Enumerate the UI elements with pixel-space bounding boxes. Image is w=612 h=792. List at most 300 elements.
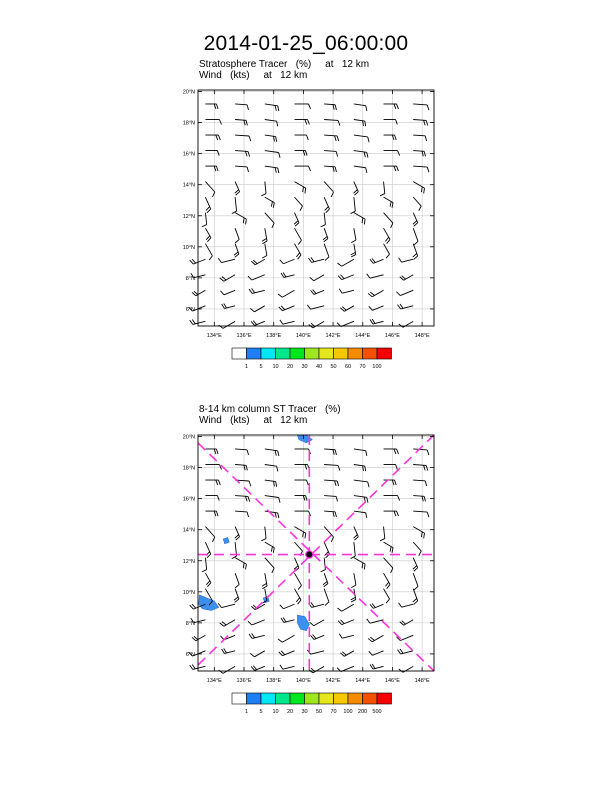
wind-barb-shaft — [235, 151, 248, 152]
wind-barb-shaft — [294, 197, 302, 206]
panel2-chart — [0, 425, 612, 725]
wind-barb — [202, 558, 207, 572]
wind-barb-feather — [278, 106, 279, 111]
wind-barb-shaft — [342, 604, 354, 611]
wind-barb-shaft — [223, 666, 235, 673]
wind-barb-feather — [398, 305, 401, 309]
wind-barb-shaft — [205, 244, 212, 256]
wind-barb-shaft — [235, 120, 246, 121]
x-tick-label: 134°E — [206, 678, 222, 684]
wind-barb-shaft — [413, 104, 427, 105]
wind-barb-feather — [335, 450, 336, 455]
wind-barb-feather — [296, 253, 299, 257]
wind-barb-feather — [216, 511, 218, 516]
wind-barb — [413, 197, 421, 211]
wind-barb — [261, 527, 266, 541]
wind-barb — [340, 651, 353, 657]
wind-barb-shaft — [324, 496, 336, 497]
wind-barb-feather — [321, 570, 326, 572]
wind-barb — [205, 120, 221, 125]
wind-barb-shaft — [282, 651, 294, 656]
tracer-patch — [223, 537, 229, 543]
y-tick-label: 8°N — [185, 620, 195, 627]
wind-barb-feather — [337, 481, 339, 486]
wind-barb-shaft — [413, 197, 421, 206]
wind-barb-shaft — [294, 589, 301, 600]
wind-barb-feather — [380, 539, 385, 541]
colorbar-box — [319, 348, 334, 359]
wind-barb — [324, 135, 339, 141]
wind-barb-shaft — [354, 449, 366, 451]
wind-barb-feather — [252, 633, 255, 637]
y-tick-label: 16°N — [182, 496, 195, 503]
wind-barb — [234, 244, 239, 258]
wind-barb — [294, 228, 301, 244]
panel1-title-line1: Stratosphere Tracer (%) at 12 km — [199, 59, 370, 70]
colorbar-box — [232, 348, 247, 359]
wind-barb — [311, 635, 325, 640]
wind-barb-feather — [202, 570, 207, 572]
wind-barb-feather — [261, 194, 266, 196]
wind-barb-shaft — [354, 542, 355, 556]
wind-barb-feather — [427, 105, 429, 110]
y-tick-label: 18°N — [182, 465, 195, 472]
wind-barb — [351, 197, 356, 214]
wind-barb-feather — [249, 289, 252, 293]
wind-barb — [384, 244, 390, 258]
wind-barb-shaft — [372, 290, 383, 297]
wind-barb-feather — [252, 288, 255, 292]
panel1-title — [199, 59, 369, 81]
wind-barb-feather — [262, 238, 267, 241]
colorbar-label: 40 — [315, 364, 323, 370]
wind-barb — [235, 228, 239, 243]
x-tick-label: 144°E — [355, 333, 371, 339]
wind-barb — [384, 213, 393, 228]
wind-barb-feather — [276, 137, 277, 142]
colorbar-label: 50 — [330, 364, 337, 370]
wind-barb — [351, 542, 356, 559]
wind-barb — [384, 496, 400, 501]
wind-barb-feather — [370, 292, 374, 295]
wind-barb — [294, 213, 299, 227]
wind-barb-feather — [216, 104, 218, 109]
wind-barb-shaft — [283, 321, 295, 324]
wind-barb — [251, 666, 265, 671]
wind-barb — [370, 664, 383, 669]
wind-barb-feather — [216, 135, 218, 140]
wind-barb-feather — [351, 585, 356, 588]
wind-barb-shaft — [265, 151, 279, 153]
wind-barb — [384, 104, 399, 109]
wind-barb — [235, 573, 239, 588]
wind-barb-feather — [427, 167, 429, 172]
wind-barb-feather — [397, 104, 399, 109]
wind-barb-feather — [298, 255, 301, 259]
wind-barb — [235, 558, 246, 570]
wind-barb-feather — [335, 512, 336, 517]
wind-barb — [265, 166, 279, 173]
wind-barb-shaft — [384, 589, 390, 599]
wind-barb — [234, 589, 239, 603]
wind-barb — [220, 290, 235, 294]
wind-barb-feather — [351, 597, 356, 599]
wind-barb-feather — [325, 207, 329, 211]
wind-barb-feather — [262, 583, 267, 586]
wind-barb — [396, 290, 413, 295]
y-tick-label: 20°N — [182, 89, 195, 96]
wind-barb — [369, 306, 384, 310]
x-tick-label: 136°E — [236, 678, 252, 684]
wind-barb-shaft — [413, 151, 424, 152]
wind-barb-shaft — [235, 228, 239, 239]
wind-barb — [248, 275, 265, 280]
wind-barb — [265, 558, 274, 573]
wind-barb — [280, 665, 295, 669]
wind-barb — [324, 197, 329, 213]
wind-barb — [354, 213, 365, 225]
wind-barb-shaft — [265, 197, 275, 203]
wind-barb — [294, 104, 310, 109]
wind-barb — [294, 496, 307, 501]
wind-barb-feather — [367, 497, 368, 502]
panel2-title — [199, 404, 341, 426]
wind-barb — [398, 304, 414, 309]
wind-barb-shaft — [402, 604, 414, 607]
wind-barb — [265, 151, 280, 158]
wind-barb-feather — [425, 481, 426, 486]
wind-barb — [384, 135, 397, 140]
wind-barb-feather — [368, 137, 369, 142]
wind-barb-feather — [247, 512, 248, 517]
wind-barb-shaft — [265, 449, 278, 451]
wind-barb-feather — [339, 289, 342, 293]
wind-barb-shaft — [413, 465, 426, 466]
tracer-patch — [297, 615, 309, 631]
wind-barb-feather — [351, 240, 356, 243]
wind-barb — [294, 182, 305, 194]
wind-barb — [307, 305, 324, 309]
wind-barb-shaft — [282, 290, 294, 297]
wind-barb — [413, 589, 418, 605]
wind-barb-feather — [218, 135, 220, 140]
wind-barb-feather — [277, 466, 278, 471]
wind-barb-feather — [427, 450, 429, 455]
wind-barb-feather — [385, 582, 388, 586]
colorbar-box — [247, 693, 262, 704]
wind-barb — [219, 321, 235, 328]
wind-barb-feather — [209, 256, 212, 260]
x-tick-label: 144°E — [355, 678, 371, 684]
wind-barb — [384, 120, 398, 125]
wind-barb-feather — [278, 451, 279, 456]
wind-barb — [281, 617, 294, 622]
wind-barb — [294, 573, 301, 589]
wind-barb-feather — [394, 104, 396, 109]
wind-barb-feather — [192, 259, 196, 263]
wind-barb — [235, 511, 248, 517]
wind-barb-shaft — [313, 666, 324, 673]
wind-barb-shaft — [265, 135, 276, 137]
wind-barb-feather — [277, 121, 278, 126]
colorbar-box — [261, 693, 276, 704]
wind-barb — [413, 573, 418, 590]
wind-barb — [354, 151, 368, 158]
wind-barb-feather — [247, 450, 248, 455]
wind-barb — [205, 104, 218, 109]
wind-barb-shaft — [344, 306, 354, 312]
wind-barb-feather — [217, 496, 219, 501]
wind-barb-shaft — [265, 480, 276, 482]
colorbar-label: 10 — [272, 709, 279, 715]
wind-barb-feather — [275, 450, 276, 455]
wind-barb-feather — [192, 604, 196, 608]
wind-barb-shaft — [235, 135, 249, 136]
wind-barb — [205, 511, 218, 516]
wind-barb-feather — [308, 258, 311, 262]
wind-barb — [205, 182, 214, 197]
wind-barb-feather — [280, 665, 283, 669]
wind-barb — [367, 274, 384, 278]
wind-barb-feather — [369, 306, 373, 310]
colorbar-box — [276, 693, 291, 704]
wind-barb-feather — [380, 194, 385, 196]
wind-barb-shaft — [205, 542, 210, 554]
y-tick-label: 14°N — [182, 527, 195, 534]
wind-barb — [384, 558, 393, 573]
wind-barb-shaft — [400, 290, 413, 295]
wind-barb-shaft — [354, 104, 366, 106]
colorbar-label: 10 — [272, 364, 279, 370]
wind-barb-feather — [192, 319, 195, 323]
colorbar-box — [377, 693, 392, 704]
wind-barb-shaft — [194, 620, 206, 623]
wind-barb-shaft — [265, 527, 266, 539]
wind-barb-feather — [220, 623, 224, 626]
colorbar-label: 70 — [359, 364, 366, 370]
wind-barb-feather — [216, 166, 218, 171]
wind-barb-shaft — [413, 542, 421, 551]
wind-barb-feather — [218, 480, 220, 485]
wind-barb-feather — [261, 539, 266, 541]
x-tick-label: 146°E — [384, 333, 400, 339]
wind-barb-shaft — [324, 151, 336, 152]
wind-barb-shaft — [413, 228, 418, 241]
wind-barb-feather — [337, 263, 341, 266]
wind-barb-feather — [279, 498, 280, 503]
colorbar-box — [305, 348, 320, 359]
wind-barb-shaft — [235, 465, 246, 466]
wind-barb — [202, 213, 207, 227]
wind-barb — [354, 449, 367, 456]
wind-barb — [235, 182, 240, 196]
wind-barb-shaft — [252, 275, 265, 280]
wind-barb-feather — [280, 605, 284, 609]
wind-barb — [232, 542, 237, 559]
wind-barb-shaft — [324, 120, 338, 121]
wind-barb — [205, 527, 214, 542]
wind-barb — [262, 573, 267, 589]
wind-barb-feather — [386, 254, 389, 258]
wind-barb — [280, 320, 295, 324]
wind-barb-shaft — [294, 558, 298, 568]
y-tick-label: 20°N — [182, 434, 195, 441]
wind-barb-feather — [262, 241, 267, 244]
colorbar-label: 70 — [330, 709, 337, 715]
wind-barb-shaft — [354, 480, 368, 482]
wind-barb — [351, 573, 356, 587]
wind-barb-shaft — [324, 511, 335, 512]
wind-barb-shaft — [265, 244, 267, 256]
wind-barb — [192, 635, 205, 641]
wind-barb — [324, 182, 333, 197]
wind-barb-shaft — [294, 228, 301, 240]
wind-barb — [368, 635, 383, 642]
wind-barb — [265, 465, 278, 472]
colorbar-box — [334, 348, 349, 359]
wind-barb — [413, 182, 424, 194]
wind-barb-feather — [296, 598, 299, 602]
wind-barb — [294, 166, 310, 171]
wind-barb — [232, 197, 237, 214]
wind-barb-shaft — [235, 197, 236, 211]
wind-barb — [218, 603, 235, 607]
wind-barb-shaft — [354, 511, 366, 513]
wind-barb — [265, 449, 279, 456]
colorbar-box — [319, 693, 334, 704]
wind-barb-shaft — [196, 635, 206, 641]
wind-barb — [413, 558, 418, 572]
wind-barb-shaft — [205, 213, 206, 225]
wind-barb-feather — [202, 225, 207, 227]
wind-barb — [248, 620, 265, 625]
wind-barb-feather — [367, 152, 368, 157]
wind-barb-feather — [246, 120, 247, 125]
wind-barb — [294, 449, 310, 454]
wind-barb-feather — [275, 168, 276, 173]
y-tick-label: 14°N — [182, 182, 195, 189]
wind-barb — [354, 166, 367, 173]
wind-barb-shaft — [235, 166, 247, 167]
wind-barb — [340, 306, 353, 312]
colorbar-box — [348, 693, 363, 704]
wind-barb-shaft — [324, 135, 337, 136]
wind-barb-shaft — [265, 213, 274, 223]
wind-barb-feather — [387, 239, 390, 243]
x-tick-label: 148°E — [414, 333, 430, 339]
wind-barb — [413, 166, 429, 172]
wind-barb-shaft — [283, 259, 294, 263]
wind-barb — [384, 449, 399, 454]
colorbar-box — [247, 348, 262, 359]
wind-barb — [265, 480, 277, 487]
wind-barb-feather — [278, 639, 282, 642]
wind-barb-feather — [271, 547, 272, 552]
colorbar-label: 1 — [244, 709, 249, 715]
wind-barb — [354, 104, 367, 111]
wind-barb-shaft — [324, 542, 329, 554]
wind-barb — [323, 228, 328, 242]
colorbar-box — [232, 693, 247, 704]
wind-barb-feather — [307, 120, 309, 125]
wind-barb-feather — [279, 153, 280, 158]
wind-barb-shaft — [354, 228, 356, 240]
colorbar-label: 50 — [315, 709, 323, 715]
wind-barb — [222, 648, 235, 653]
wind-barb-shaft — [324, 465, 338, 466]
wind-barb-feather — [298, 600, 301, 604]
wind-barb-shaft — [324, 527, 333, 537]
wind-barb-feather — [413, 253, 417, 257]
wind-barb-shaft — [413, 511, 427, 512]
wind-barb-feather — [394, 449, 396, 454]
wind-barb-shaft — [384, 182, 385, 194]
wind-barb — [280, 604, 295, 608]
wind-barb-feather — [278, 168, 279, 173]
wind-barb — [354, 135, 369, 142]
guide-line-diagonal-nw-se — [198, 443, 434, 671]
y-tick-label: 12°N — [182, 213, 195, 220]
wind-barb-feather — [216, 480, 218, 485]
wind-barb-feather — [321, 225, 326, 227]
wind-barb-feather — [190, 605, 194, 609]
y-tick-label: 10°N — [182, 589, 195, 596]
wind-barb — [384, 197, 394, 208]
wind-barb-shaft — [255, 259, 265, 265]
wind-barb-feather — [424, 496, 425, 501]
y-tick-label: 6°N — [185, 651, 195, 658]
wind-barb-shaft — [313, 321, 324, 328]
wind-barb — [218, 258, 235, 262]
wind-barb — [324, 589, 329, 606]
wind-barb — [205, 480, 220, 485]
wind-barb-feather — [220, 291, 224, 295]
wind-barb — [280, 259, 295, 263]
colorbar-label: 100 — [372, 364, 382, 370]
wind-barb — [265, 120, 278, 127]
wind-barb — [261, 182, 266, 196]
panel2-title-line1: 8-14 km column ST Tracer (%) — [199, 404, 341, 415]
wind-barb-shaft — [324, 182, 333, 192]
wind-barb-shaft — [354, 465, 365, 467]
wind-barb — [294, 197, 302, 211]
wind-barb-feather — [216, 449, 218, 454]
wind-barb-feather — [335, 481, 337, 486]
wind-barb — [265, 104, 279, 111]
wind-barb — [205, 496, 219, 501]
wind-barb — [354, 558, 365, 570]
wind-barb-feather — [192, 664, 195, 668]
wind-barb — [324, 449, 336, 455]
colorbar-label: 20 — [286, 709, 294, 715]
wind-barb-shaft — [252, 620, 265, 625]
wind-barb-feather — [219, 120, 221, 125]
guide-line-diagonal-sw-ne — [198, 435, 434, 665]
wind-barb-feather — [400, 304, 403, 308]
panel2-title-line2: Wind (kts) at 12 km — [199, 415, 308, 426]
wind-barb — [413, 213, 418, 227]
wind-barb — [308, 257, 324, 262]
wind-barb-feather — [249, 634, 252, 638]
wind-barb-shaft — [265, 166, 278, 168]
wind-barb — [278, 635, 294, 642]
wind-barb — [413, 104, 429, 110]
wind-barb-feather — [305, 465, 307, 470]
wind-barb — [205, 151, 219, 156]
wind-barb — [265, 496, 280, 503]
colorbar-box — [334, 693, 349, 704]
wind-barb-feather — [306, 135, 308, 140]
